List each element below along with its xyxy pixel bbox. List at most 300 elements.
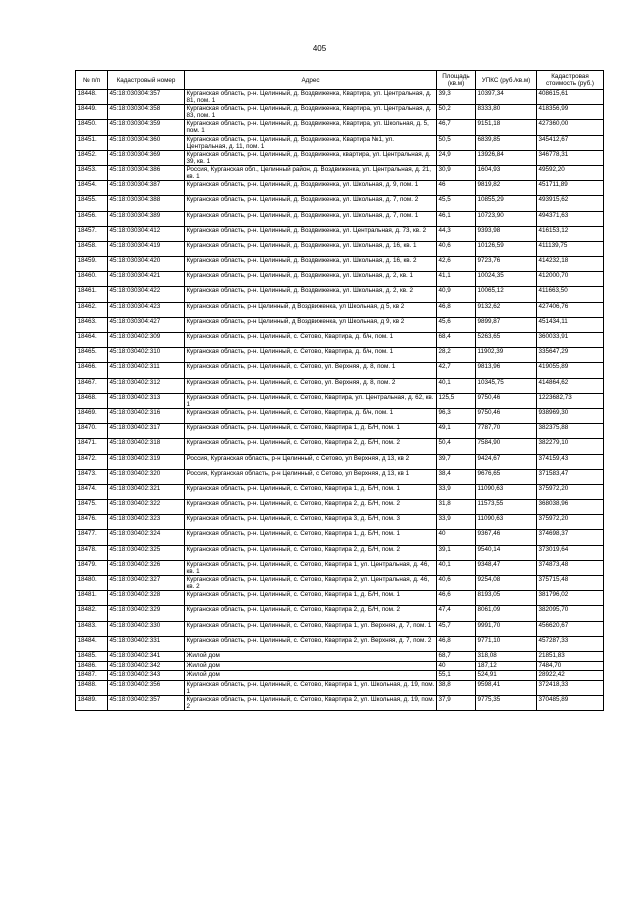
- table-row: [76, 165, 604, 180]
- area-cell: 40: [437, 661, 476, 671]
- table-row: [76, 560, 604, 575]
- table-row: [76, 150, 604, 165]
- table-row: [76, 257, 604, 272]
- upks-cell: 7584,90: [476, 439, 537, 454]
- row-number-cell: 18468.: [76, 393, 108, 408]
- table-row: [76, 439, 604, 454]
- address-cell: Курганская область, р-н. Целинный, д. Воздвиженка, ул. Школьная, д. 2, кв. 2: [185, 287, 437, 302]
- cadastral-cost-cell: 408615,61: [537, 90, 604, 105]
- header-upks: УПКС (руб./кв.м): [476, 71, 537, 90]
- table-row: [76, 484, 604, 499]
- row-number-cell: 18482.: [76, 606, 108, 621]
- address-cell: Курганская область, р-н. Целинный, с. Сетово, Квартира 2, д. Б/Н, пом. 2: [185, 500, 437, 515]
- cadastral-cost-cell: 381796,02: [537, 591, 604, 606]
- cadastral-cost-cell: 375715,48: [537, 576, 604, 591]
- address-cell: Жилой дом: [185, 651, 437, 661]
- cadastral-number-cell: 45:18:030402:327: [108, 576, 185, 591]
- cadastral-number-cell: 45:18:030402:357: [108, 695, 185, 710]
- area-cell: 46,1: [437, 211, 476, 226]
- row-number-cell: 18489.: [76, 695, 108, 710]
- row-number-cell: 18471.: [76, 439, 108, 454]
- cadastral-number-cell: 45:18:030402:326: [108, 560, 185, 575]
- table-row: [76, 469, 604, 484]
- area-cell: 40,9: [437, 287, 476, 302]
- table-row: [76, 363, 604, 378]
- address-cell: Курганская область, р-н Целинный, д Воздвиженка, ул Школьная, д 5, кв 2: [185, 302, 437, 317]
- cadastral-cost-cell: 493915,62: [537, 196, 604, 211]
- area-cell: 31,8: [437, 500, 476, 515]
- area-cell: 40,6: [437, 241, 476, 256]
- cadastral-number-cell: 45:18:030402:342: [108, 661, 185, 671]
- address-cell: Курганская область, р-н. Целинный, с. Сетово, Квартира 2, д. Б/Н, пом. 2: [185, 439, 437, 454]
- cadastral-number-cell: 45:18:030402:312: [108, 378, 185, 393]
- area-cell: 33,9: [437, 484, 476, 499]
- table-header-row: [76, 71, 604, 90]
- upks-cell: 9750,46: [476, 408, 537, 423]
- area-cell: 38,8: [437, 680, 476, 695]
- address-cell: Курганская область, р-н. Целинный, д. Воздвиженка, квартира, ул. Центральная, д. 39, кв. 1: [185, 150, 437, 165]
- cadastral-cost-cell: 457287,33: [537, 636, 604, 651]
- cadastral-number-cell: 45:18:030304:389: [108, 211, 185, 226]
- cadastral-cost-cell: 371583,47: [537, 469, 604, 484]
- table-row: [76, 500, 604, 515]
- table-row: [76, 90, 604, 105]
- address-cell: Курганская область, р-н. Целинный, с. Сетово, Квартира 2, д. Б/Н, пом. 2: [185, 606, 437, 621]
- upks-cell: 5263,65: [476, 333, 537, 348]
- cadastral-cost-cell: 427360,00: [537, 120, 604, 135]
- table-row: [76, 661, 604, 671]
- row-number-cell: 18478.: [76, 545, 108, 560]
- cadastral-number-cell: 45:18:030304:421: [108, 272, 185, 287]
- table-row: [76, 196, 604, 211]
- row-number-cell: 18463.: [76, 317, 108, 332]
- cadastral-cost-cell: 360033,91: [537, 333, 604, 348]
- address-cell: Жилой дом: [185, 671, 437, 681]
- area-cell: 39,3: [437, 90, 476, 105]
- table-row: [76, 287, 604, 302]
- upks-cell: 9819,82: [476, 181, 537, 196]
- header-cadastral: Кадастровый номер: [108, 71, 185, 90]
- cadastral-number-cell: 45:18:030402:341: [108, 651, 185, 661]
- cadastral-cost-cell: 382095,70: [537, 606, 604, 621]
- address-cell: Россия, Курганская область, р-н Целинный, с Сетово, ул Верхняя, д 13, кв 1: [185, 469, 437, 484]
- table-row: [76, 105, 604, 120]
- row-number-cell: 18473.: [76, 469, 108, 484]
- area-cell: 39,1: [437, 545, 476, 560]
- address-cell: Курганская область, р-н. Целинный, с. Сетово, Квартира, д. б/н, пом. 1: [185, 348, 437, 363]
- upks-cell: 9348,47: [476, 560, 537, 575]
- row-number-cell: 18480.: [76, 576, 108, 591]
- upks-cell: 7787,70: [476, 424, 537, 439]
- cadastral-cost-cell: 28922,42: [537, 671, 604, 681]
- cadastral-number-cell: 45:18:030402:322: [108, 500, 185, 515]
- row-number-cell: 18472.: [76, 454, 108, 469]
- cadastral-number-cell: 45:18:030304:419: [108, 241, 185, 256]
- area-cell: 30,9: [437, 165, 476, 180]
- cadastral-cost-cell: 345412,67: [537, 135, 604, 150]
- upks-cell: 318,08: [476, 651, 537, 661]
- row-number-cell: 18458.: [76, 241, 108, 256]
- area-cell: 49,1: [437, 424, 476, 439]
- cadastral-cost-cell: 412000,70: [537, 272, 604, 287]
- upks-cell: 9991,70: [476, 621, 537, 636]
- upks-cell: 9750,46: [476, 393, 537, 408]
- row-number-cell: 18485.: [76, 651, 108, 661]
- cadastral-number-cell: 45:18:030402:313: [108, 393, 185, 408]
- cadastral-cost-cell: 411663,50: [537, 287, 604, 302]
- upks-cell: 9367,46: [476, 530, 537, 545]
- address-cell: Курганская область, р-н. Целинный, с. Сетово, Квартира, ул. Центральная, д. 62, кв. 1: [185, 393, 437, 408]
- cadastral-cost-cell: 494371,63: [537, 211, 604, 226]
- cadastral-number-cell: 45:18:030402:309: [108, 333, 185, 348]
- upks-cell: 9254,08: [476, 576, 537, 591]
- address-cell: Курганская область, р-н. Целинный, д. Воздвиженка, ул. Школьная, д. 2, кв. 1: [185, 272, 437, 287]
- upks-cell: 10065,12: [476, 287, 537, 302]
- upks-cell: 11902,39: [476, 348, 537, 363]
- row-number-cell: 18461.: [76, 287, 108, 302]
- upks-cell: 11090,63: [476, 484, 537, 499]
- cadastral-cost-cell: 382375,88: [537, 424, 604, 439]
- row-number-cell: 18470.: [76, 424, 108, 439]
- cadastral-cost-cell: 49592,20: [537, 165, 604, 180]
- cadastral-number-cell: 45:18:030304:386: [108, 165, 185, 180]
- cadastral-cost-cell: 372418,33: [537, 680, 604, 695]
- table-row: [76, 393, 604, 408]
- row-number-cell: 18459.: [76, 257, 108, 272]
- header-num: № п/п: [76, 71, 108, 90]
- address-cell: Курганская область, р-н. Целинный, с. Сетово, Квартира 3, д. Б/Н, пом. 3: [185, 515, 437, 530]
- area-cell: 45,5: [437, 196, 476, 211]
- row-number-cell: 18477.: [76, 530, 108, 545]
- area-cell: 50,5: [437, 135, 476, 150]
- cadastral-number-cell: 45:18:030304:423: [108, 302, 185, 317]
- address-cell: Курганская область, р-н. Целинный, д. Воздвиженка, ул. Школьная, д. 16, кв. 2: [185, 257, 437, 272]
- upks-cell: 9899,87: [476, 317, 537, 332]
- area-cell: 40,6: [437, 576, 476, 591]
- row-number-cell: 18466.: [76, 363, 108, 378]
- table-row: [76, 606, 604, 621]
- table-row: [76, 226, 604, 241]
- table-row: [76, 378, 604, 393]
- area-cell: 38,4: [437, 469, 476, 484]
- cadastral-number-cell: 45:18:030402:328: [108, 591, 185, 606]
- cadastral-number-cell: 45:18:030304:357: [108, 90, 185, 105]
- address-cell: Жилой дом: [185, 661, 437, 671]
- area-cell: 47,4: [437, 606, 476, 621]
- upks-cell: 10855,29: [476, 196, 537, 211]
- area-cell: 68,4: [437, 333, 476, 348]
- row-number-cell: 18474.: [76, 484, 108, 499]
- row-number-cell: 18488.: [76, 680, 108, 695]
- cadastral-value-table: [75, 70, 604, 711]
- header-cost: Кадастровая стоимость (руб.): [537, 71, 604, 90]
- area-cell: 42,7: [437, 363, 476, 378]
- row-number-cell: 18454.: [76, 181, 108, 196]
- area-cell: 68,7: [437, 651, 476, 661]
- upks-cell: 9540,14: [476, 545, 537, 560]
- cadastral-number-cell: 45:18:030304:359: [108, 120, 185, 135]
- cadastral-cost-cell: 374159,43: [537, 454, 604, 469]
- table-row: [76, 135, 604, 150]
- area-cell: 37,9: [437, 695, 476, 710]
- cadastral-cost-cell: 451711,89: [537, 181, 604, 196]
- table-body: [76, 90, 604, 711]
- row-number-cell: 18464.: [76, 333, 108, 348]
- area-cell: 46,8: [437, 636, 476, 651]
- row-number-cell: 18460.: [76, 272, 108, 287]
- cadastral-cost-cell: 335647,29: [537, 348, 604, 363]
- cadastral-cost-cell: 418356,99: [537, 105, 604, 120]
- address-cell: Курганская область, р-н. Целинный, с. Сетово, ул. Верхняя, д. 8, пом. 1: [185, 363, 437, 378]
- address-cell: Россия, Курганская обл., Целинный район, д. Воздвиженка, ул. Центральная, д. 21, кв. 1: [185, 165, 437, 180]
- cadastral-number-cell: 45:18:030402:311: [108, 363, 185, 378]
- table-row: [76, 680, 604, 695]
- address-cell: Курганская область, р-н. Целинный, с. Сетово, Квартира 1, д. Б/Н, пом. 1: [185, 484, 437, 499]
- table-row: [76, 241, 604, 256]
- upks-cell: 11573,55: [476, 500, 537, 515]
- cadastral-cost-cell: 21851,83: [537, 651, 604, 661]
- address-cell: Курганская область, р-н. Целинный, д. Воздвиженка, ул. Школьная, д. 16, кв. 1: [185, 241, 437, 256]
- upks-cell: 9393,98: [476, 226, 537, 241]
- address-cell: Курганская область, р-н. Целинный, д. Воздвиженка, ул. Школьная, д. 7, пом. 2: [185, 196, 437, 211]
- table-row: [76, 211, 604, 226]
- cadastral-number-cell: 45:18:030402:324: [108, 530, 185, 545]
- cadastral-number-cell: 45:18:030304:422: [108, 287, 185, 302]
- cadastral-number-cell: 45:18:030402:317: [108, 424, 185, 439]
- area-cell: 45,7: [437, 621, 476, 636]
- row-number-cell: 18456.: [76, 211, 108, 226]
- area-cell: 44,3: [437, 226, 476, 241]
- address-cell: Россия, Курганская область, р-н Целинный, с Сетово, ул Верхняя, д 13, кв 2: [185, 454, 437, 469]
- table-row: [76, 636, 604, 651]
- row-number-cell: 18467.: [76, 378, 108, 393]
- row-number-cell: 18483.: [76, 621, 108, 636]
- row-number-cell: 18451.: [76, 135, 108, 150]
- upks-cell: 10126,59: [476, 241, 537, 256]
- upks-cell: 187,12: [476, 661, 537, 671]
- address-cell: Курганская область, р-н. Целинный, д. Воздвиженка, Квартира, ул. Школьная, д. 5, пом. 1: [185, 120, 437, 135]
- cadastral-number-cell: 45:18:030304:427: [108, 317, 185, 332]
- cadastral-number-cell: 45:18:030402:343: [108, 671, 185, 681]
- cadastral-cost-cell: 414232,18: [537, 257, 604, 272]
- row-number-cell: 18448.: [76, 90, 108, 105]
- row-number-cell: 18475.: [76, 500, 108, 515]
- table-row: [76, 408, 604, 423]
- area-cell: 45,6: [437, 317, 476, 332]
- row-number-cell: 18479.: [76, 560, 108, 575]
- row-number-cell: 18455.: [76, 196, 108, 211]
- row-number-cell: 18487.: [76, 671, 108, 681]
- upks-cell: 10723,90: [476, 211, 537, 226]
- table-row: [76, 695, 604, 710]
- address-cell: Курганская область, р-н. Целинный, с. Сетово, Квартира, д. б/н, пом. 1: [185, 333, 437, 348]
- address-cell: Курганская область, р-н. Целинный, с. Сетово, Квартира 1, ул. Центральная, д. 46, кв. 1: [185, 560, 437, 575]
- area-cell: 39,7: [437, 454, 476, 469]
- cadastral-number-cell: 45:18:030304:358: [108, 105, 185, 120]
- cadastral-number-cell: 45:18:030402:330: [108, 621, 185, 636]
- cadastral-number-cell: 45:18:030402:321: [108, 484, 185, 499]
- row-number-cell: 18484.: [76, 636, 108, 651]
- upks-cell: 9424,67: [476, 454, 537, 469]
- table-row: [76, 621, 604, 636]
- cadastral-number-cell: 45:18:030402:320: [108, 469, 185, 484]
- table-row: [76, 302, 604, 317]
- page-number: 405: [312, 44, 327, 53]
- cadastral-cost-cell: 375972,20: [537, 484, 604, 499]
- area-cell: 55,1: [437, 671, 476, 681]
- area-cell: 40,1: [437, 378, 476, 393]
- cadastral-number-cell: 45:18:030304:369: [108, 150, 185, 165]
- cadastral-number-cell: 45:18:030402:323: [108, 515, 185, 530]
- upks-cell: 9771,10: [476, 636, 537, 651]
- cadastral-cost-cell: 382279,10: [537, 439, 604, 454]
- table-row: [76, 120, 604, 135]
- cadastral-number-cell: 45:18:030304:420: [108, 257, 185, 272]
- cadastral-cost-cell: 374698,37: [537, 530, 604, 545]
- cadastral-cost-cell: 374873,48: [537, 560, 604, 575]
- cadastral-number-cell: 45:18:030304:388: [108, 196, 185, 211]
- upks-cell: 9676,65: [476, 469, 537, 484]
- address-cell: Курганская область, р-н. Целинный, д. Воздвиженка, Квартира, ул. Центральная, д. 81, пом. 1: [185, 90, 437, 105]
- address-cell: Курганская область, р-н Целинный, д Воздвиженка, ул Школьная, д 9, кв 2: [185, 317, 437, 332]
- cadastral-number-cell: 45:18:030402:329: [108, 606, 185, 621]
- upks-cell: 9723,76: [476, 257, 537, 272]
- cadastral-number-cell: 45:18:030402:325: [108, 545, 185, 560]
- address-cell: Курганская область, р-н. Целинный, с. Сетово, Квартира 1, д. Б/Н, пом. 1: [185, 424, 437, 439]
- address-cell: Курганская область, р-н. Целинный, с. Сетово, Квартира 1, ул. Школьная, д. 19, пом. 1: [185, 680, 437, 695]
- table-row: [76, 545, 604, 560]
- area-cell: 24,9: [437, 150, 476, 165]
- address-cell: Курганская область, р-н. Целинный, с. Сетово, Квартира 1, д. Б/Н, пом. 1: [185, 591, 437, 606]
- area-cell: 46,6: [437, 591, 476, 606]
- area-cell: 50,4: [437, 439, 476, 454]
- table-row: [76, 317, 604, 332]
- row-number-cell: 18457.: [76, 226, 108, 241]
- upks-cell: 8061,09: [476, 606, 537, 621]
- address-cell: Курганская область, р-н. Целинный, с. Сетово, Квартира 1, ул. Верхняя, д. 7, пом. 1: [185, 621, 437, 636]
- address-cell: Курганская область, р-н. Целинный, с. Сетово, ул. Верхняя, д. 8, пом. 2: [185, 378, 437, 393]
- row-number-cell: 18476.: [76, 515, 108, 530]
- cadastral-cost-cell: 346778,31: [537, 150, 604, 165]
- area-cell: 50,2: [437, 105, 476, 120]
- cadastral-number-cell: 45:18:030402:319: [108, 454, 185, 469]
- cadastral-number-cell: 45:18:030304:412: [108, 226, 185, 241]
- table-row: [76, 591, 604, 606]
- row-number-cell: 18469.: [76, 408, 108, 423]
- address-cell: Курганская область, р-н. Целинный, с. Сетово, Квартира 2, ул. Школьная, д. 19, пом. 2: [185, 695, 437, 710]
- cadastral-cost-cell: 414864,62: [537, 378, 604, 393]
- table-row: [76, 651, 604, 661]
- address-cell: Курганская область, р-н. Целинный, д. Воздвиженка, Квартира №1, ул. Центральная, д. 11, пом. 1: [185, 135, 437, 150]
- header-address: Адрес: [185, 71, 437, 90]
- upks-cell: 10397,34: [476, 90, 537, 105]
- cadastral-number-cell: 45:18:030402:310: [108, 348, 185, 363]
- table-row: [76, 348, 604, 363]
- table-row: [76, 530, 604, 545]
- row-number-cell: 18462.: [76, 302, 108, 317]
- address-cell: Курганская область, р-н. Целинный, с. Сетово, Квартира 2, д. Б/Н, пом. 2: [185, 545, 437, 560]
- upks-cell: 6839,85: [476, 135, 537, 150]
- row-number-cell: 18452.: [76, 150, 108, 165]
- area-cell: 40: [437, 530, 476, 545]
- cadastral-cost-cell: 938969,30: [537, 408, 604, 423]
- cadastral-number-cell: 45:18:030402:356: [108, 680, 185, 695]
- cadastral-cost-cell: 451434,11: [537, 317, 604, 332]
- cadastral-cost-cell: 456620,67: [537, 621, 604, 636]
- address-cell: Курганская область, р-н. Целинный, с. Сетово, Квартира 2, ул. Верхняя, д. 7, пом. 2: [185, 636, 437, 651]
- cadastral-number-cell: 45:18:030402:316: [108, 408, 185, 423]
- row-number-cell: 18486.: [76, 661, 108, 671]
- cadastral-cost-cell: 419055,89: [537, 363, 604, 378]
- cadastral-cost-cell: 373019,64: [537, 545, 604, 560]
- area-cell: 40,1: [437, 560, 476, 575]
- cadastral-number-cell: 45:18:030402:331: [108, 636, 185, 651]
- upks-cell: 9598,41: [476, 680, 537, 695]
- cadastral-cost-cell: 368038,96: [537, 500, 604, 515]
- area-cell: 46: [437, 181, 476, 196]
- upks-cell: 11090,63: [476, 515, 537, 530]
- upks-cell: 10345,75: [476, 378, 537, 393]
- table-row: [76, 515, 604, 530]
- upks-cell: 8193,05: [476, 591, 537, 606]
- row-number-cell: 18465.: [76, 348, 108, 363]
- upks-cell: 1604,93: [476, 165, 537, 180]
- cadastral-cost-cell: 427406,76: [537, 302, 604, 317]
- row-number-cell: 18453.: [76, 165, 108, 180]
- upks-cell: 13926,84: [476, 150, 537, 165]
- address-cell: Курганская область, р-н. Целинный, с. Сетово, Квартира 1, д. Б/Н, пом. 1: [185, 530, 437, 545]
- row-number-cell: 18449.: [76, 105, 108, 120]
- address-cell: Курганская область, р-н. Целинный, д. Воздвиженка, ул. Центральная, д. 73, кв. 2: [185, 226, 437, 241]
- cadastral-cost-cell: 411139,75: [537, 241, 604, 256]
- address-cell: Курганская область, р-н. Целинный, д. Воздвиженка, ул. Школьная, д. 7, пом. 1: [185, 211, 437, 226]
- upks-cell: 8333,80: [476, 105, 537, 120]
- area-cell: 96,3: [437, 408, 476, 423]
- table-row: [76, 671, 604, 681]
- area-cell: 125,5: [437, 393, 476, 408]
- cadastral-cost-cell: 370485,89: [537, 695, 604, 710]
- address-cell: Курганская область, р-н. Целинный, с. Сетово, Квартира, д. б/н, пом. 1: [185, 408, 437, 423]
- address-cell: Курганская область, р-н. Целинный, с. Сетово, Квартира 2, ул. Центральная, д. 46, кв. 2: [185, 576, 437, 591]
- cadastral-cost-cell: 375972,20: [537, 515, 604, 530]
- header-area: Площадь (кв.м): [437, 71, 476, 90]
- cadastral-cost-cell: 1223682,73: [537, 393, 604, 408]
- table-row: [76, 181, 604, 196]
- table-row: [76, 272, 604, 287]
- cadastral-cost-cell: 416153,12: [537, 226, 604, 241]
- upks-cell: 524,91: [476, 671, 537, 681]
- row-number-cell: 18481.: [76, 591, 108, 606]
- table-row: [76, 333, 604, 348]
- upks-cell: 9813,96: [476, 363, 537, 378]
- area-cell: 42,6: [437, 257, 476, 272]
- cadastral-cost-cell: 7484,70: [537, 661, 604, 671]
- address-cell: Курганская область, р-н. Целинный, д. Воздвиженка, ул. Школьная, д. 9, пом. 1: [185, 181, 437, 196]
- cadastral-number-cell: 45:18:030402:318: [108, 439, 185, 454]
- cadastral-number-cell: 45:18:030304:360: [108, 135, 185, 150]
- area-cell: 41,1: [437, 272, 476, 287]
- upks-cell: 9151,18: [476, 120, 537, 135]
- upks-cell: 9132,62: [476, 302, 537, 317]
- area-cell: 46,8: [437, 302, 476, 317]
- table-row: [76, 576, 604, 591]
- address-cell: Курганская область, р-н. Целинный, д. Воздвиженка, Квартира, ул. Центральная, д. 83, пом. 1: [185, 105, 437, 120]
- area-cell: 46,7: [437, 120, 476, 135]
- upks-cell: 9775,35: [476, 695, 537, 710]
- area-cell: 28,2: [437, 348, 476, 363]
- area-cell: 33,9: [437, 515, 476, 530]
- row-number-cell: 18450.: [76, 120, 108, 135]
